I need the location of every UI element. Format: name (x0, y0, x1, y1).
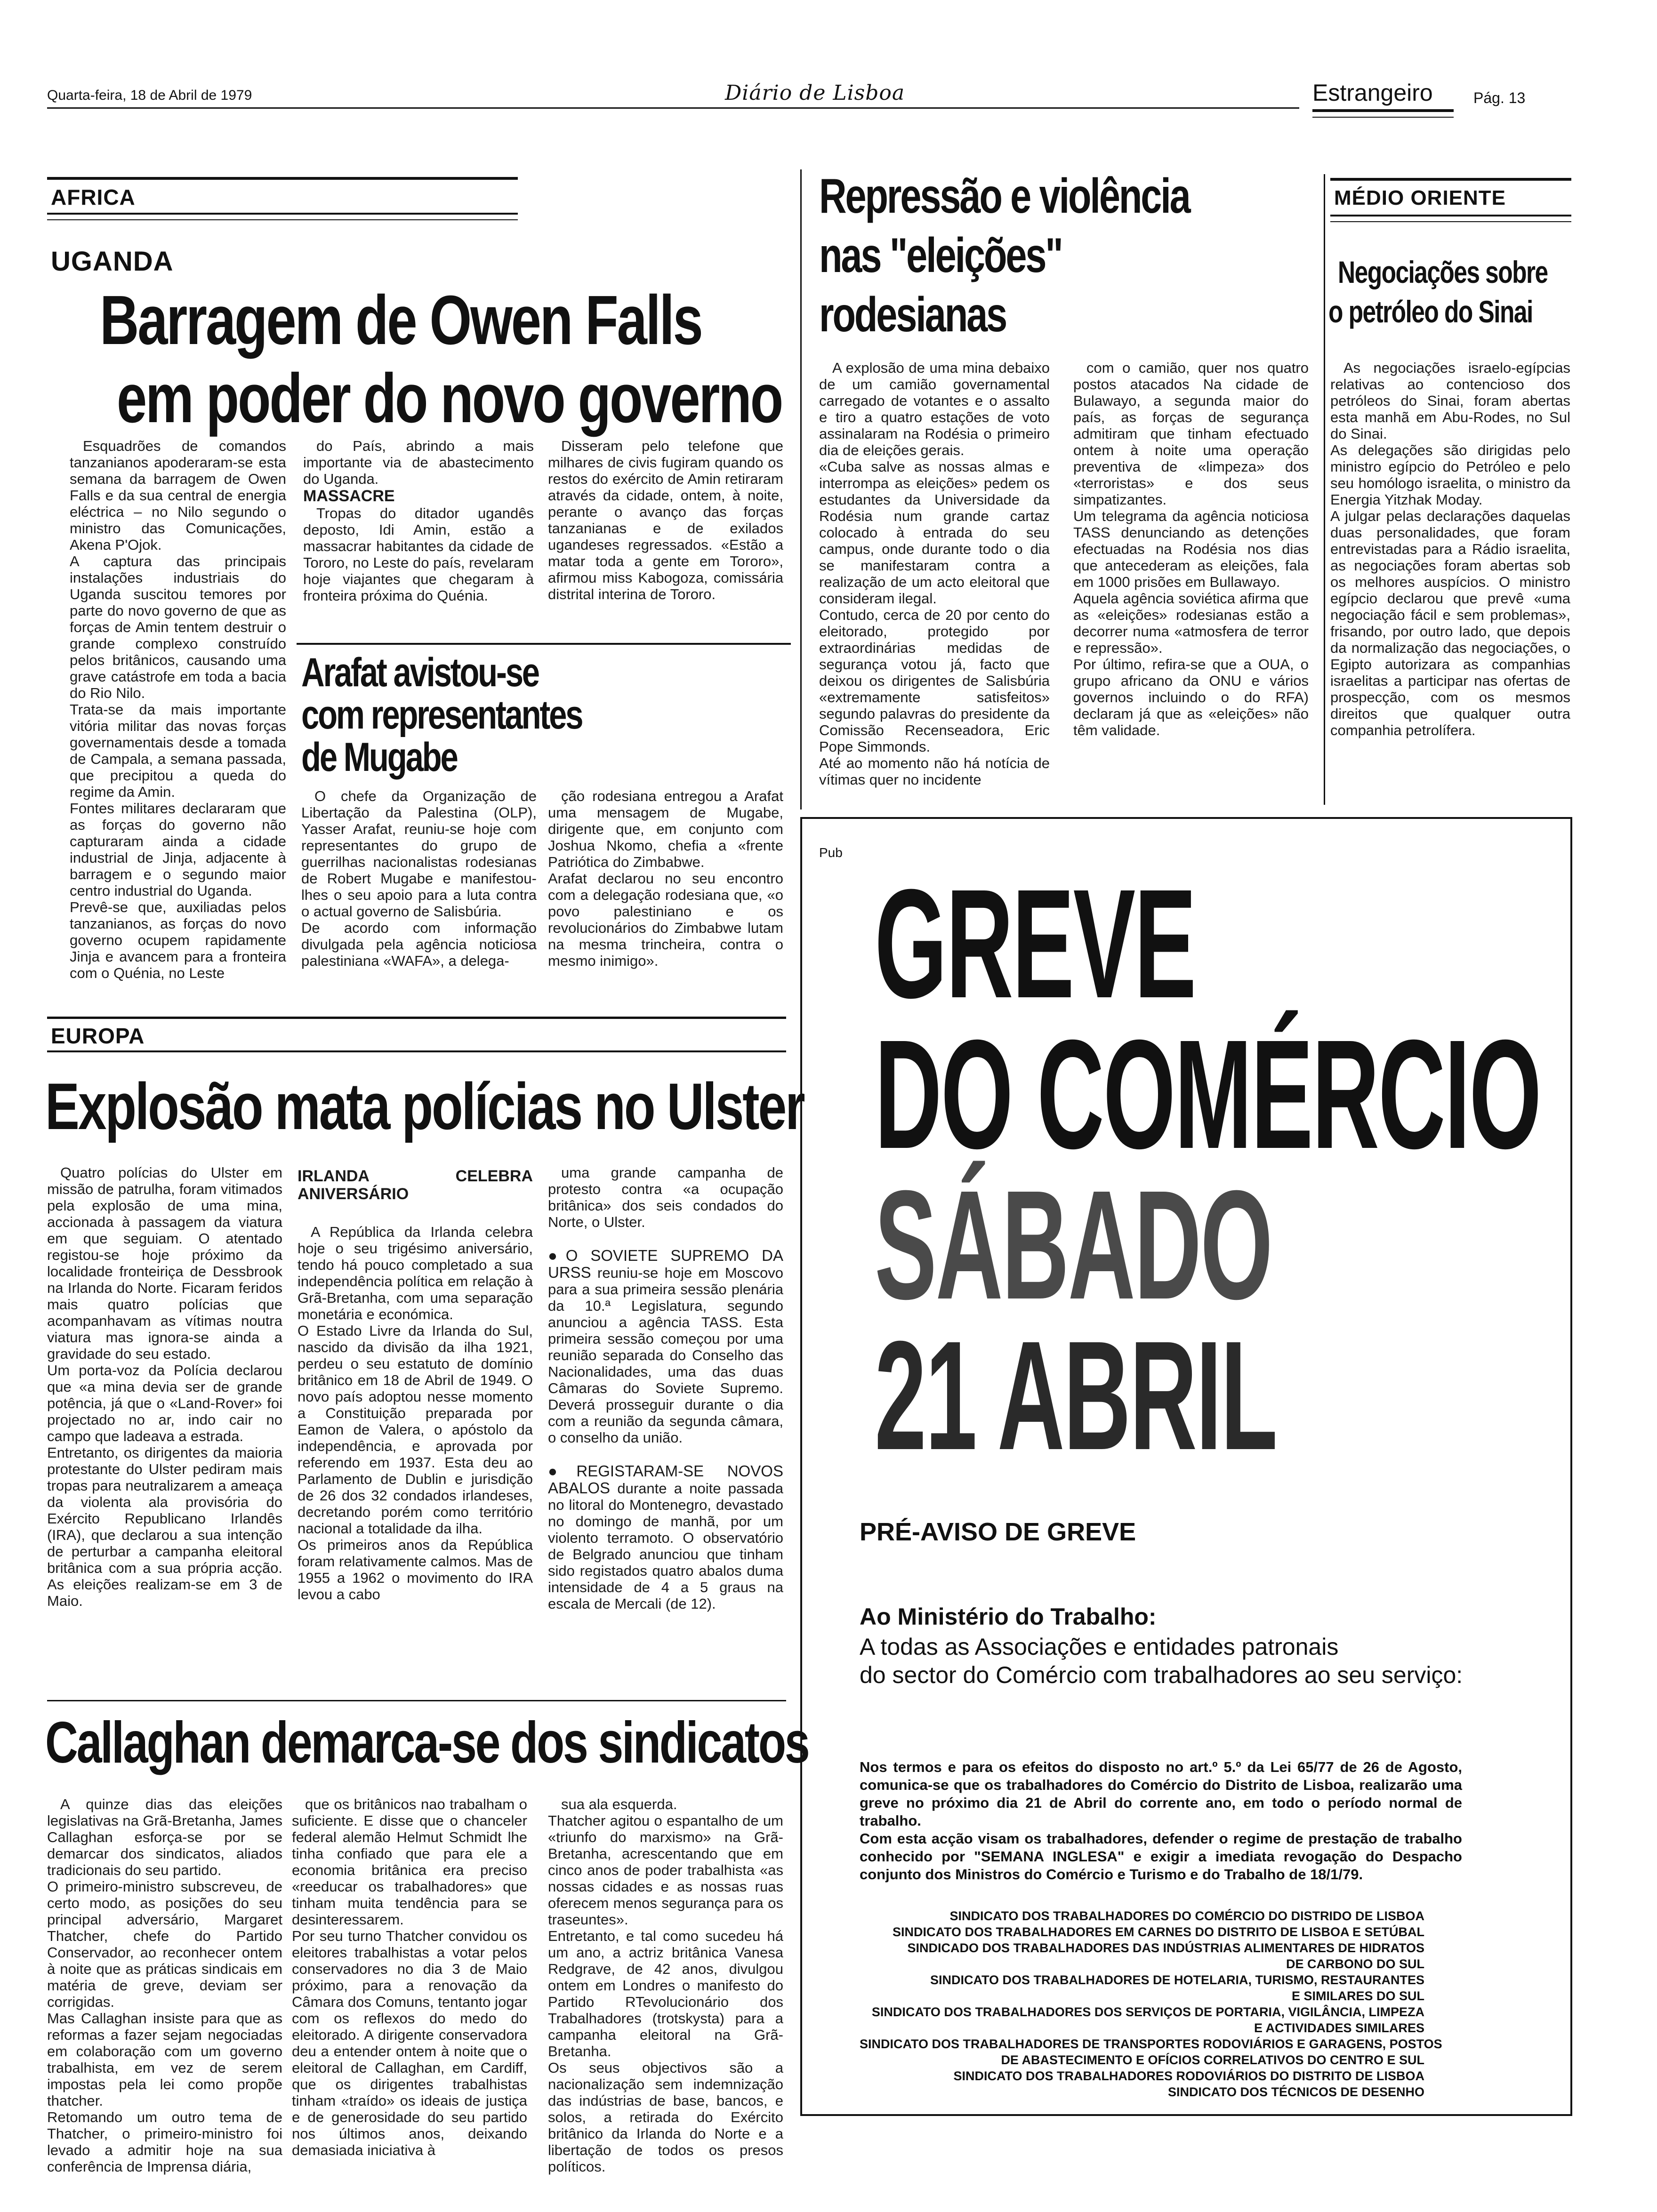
arafat-headline-2: com representantes (301, 692, 582, 737)
callaghan-col1-text: A quinze dias das eleições legislativas na Grã-Bretanha, James Callaghan esforça-se por se demarcar dos sindicatos, aliados tradicionais do seu partido. O primeiro-ministro subscreveu, de certo modo, as posições do seu principal adversário, Margaret Thatcher, chefe do Partido Conservador, ao reconhecer ontem à noite que as práticas sindicais em matéria de greve, deviam ser corrigidas. Mas Callaghan insiste para que as reformas a fazer sejam negociadas em colaboração com um governo trabalhista, em vez de serem impostas pela lei como propõe thatcher. Retomando um outro tema de Thatcher, o primeiro-ministro foi levado a admitir hoje na sua conferência de Imprensa diária, (47, 1796, 282, 2175)
arafat-headline-3: de Mugabe (301, 735, 457, 780)
europa-col3-text-a: uma grande campanha de protesto contra «a ocupação britânica» dos seis condados do Norte, o Ulster. (548, 1164, 783, 1230)
arafat-col2 (548, 788, 783, 969)
rhodesia-headline-2: nas "eleições" (819, 228, 1062, 283)
rhodesia-headline-1: Repressão e violência (819, 169, 1190, 224)
page-date: Quarta-feira, 18 de Abril de 1979 (47, 88, 252, 103)
rhodesia-headline-3: rodesianas (819, 288, 1006, 342)
me-headline-1: Negociações sobre (1338, 255, 1548, 289)
africa-headline-1: Barragem de Owen Falls (100, 281, 702, 359)
arafat-top-rule (297, 643, 791, 645)
me-top-rule (1330, 178, 1571, 181)
me-rule (1330, 215, 1571, 216)
ad-pub-label: Pub (819, 845, 843, 860)
soviet-lead: ● O SOVIETE SUPREMO DA URSS (548, 1247, 783, 1281)
europa-col1 (47, 1164, 282, 1609)
africa-col2-subhead: MASSACRE (303, 487, 395, 505)
callaghan-headline: Callaghan demarca-se dos sindicatos (45, 1710, 809, 1775)
union-line: DE CARBONO DO SUL (1286, 1957, 1424, 1971)
header-rule-right (1312, 109, 1454, 112)
union-line: DE ABASTECIMENTO E OFÍCIOS CORRELATIVOS DO CENTRO E SUL (1001, 2053, 1424, 2067)
africa-rule (47, 213, 518, 215)
ad-title-4: 21 ABRIL (875, 1308, 1277, 1482)
arafat-headline-1: Arafat avistou-se (301, 650, 539, 695)
europa-col1-text: Quatro polícias do Ulster em missão de patrulha, foram vitimados pela explosão de uma mina, accionada à passagem da viatura em que seguiam. O atentado registou-se hoje próximo da localidade fronteiriça de Dessbrook na Irlanda do Norte. Ficaram feridos mais quatro polícias que acompanhavam as vítimas noutra viatura mas ignora-se ainda a gravidade do seu estado. Um porta-voz da Polícia declarou que «a mina devia ser de grande potência, já que o «Land-Rover» foi projectado no ar, indo cair no campo que ladeava a estrada. Entretanto, os dirigentes da maioria protestante do Ulster pediram mais tropas para neutralizarem a ameaça da violenta ala provisória do Exército Republicano Irlandês (IRA), que declarou a sua intenção de perturbar a campanha eleitoral britânica com a sua própria acção. As eleições realizam-se em 3 de Maio. (47, 1164, 282, 1609)
ad-to-3: do sector do Comércio com trabalhadores ao seu serviço: (860, 1662, 1463, 1688)
africa-headline-2: em poder do novo governo (117, 360, 782, 437)
ad-body: Nos termos e para os efeitos do disposto no art.º 5.º da Lei 65/77 de 26 de Agosto, comunica-se que os trabalhadores do Comércio do Distrito de Lisboa, realizarão uma greve no próximo dia 21 de Abril do corrente ano, em todo o período normal de trabalho. Com esta acção visam os trabalhadores, defender o regime de prestação de trabalho conhecido por "SEMANA INGLESA" e exigir a imediata revogação do Despacho conjunto dos Ministros do Comércio e Turismo e do Trabalho de 18/1/79. (860, 1759, 1462, 1883)
europa-col2 (298, 1167, 533, 1603)
arafat-col1-text: O chefe da Organização de Libertação da Palestina (OLP), Yasser Arafat, reuniu-se hoje com representantes do grupo de guerrilhas nacionalistas rodesianas de Robert Mugabe e manifestou-lhes o seu apoio para a luta contra o actual governo de Salisbúria. De acordo com informação divulgada pela agência noticiosa palestiniana «WAFA», a delega- (301, 788, 537, 969)
ad-title-2: DO COMÉRCIO (875, 1007, 1541, 1181)
callaghan-top-rule (47, 1700, 786, 1701)
callaghan-col1 (47, 1796, 282, 2175)
header-rule-right-thin (1312, 117, 1454, 118)
rhodesia-divider (800, 169, 802, 809)
arafat-col1 (301, 788, 537, 969)
europa-top-rule (47, 1017, 786, 1019)
ad-title-1: GREVE (875, 857, 1196, 1030)
africa-col2-text-b: Tropas do ditador ugandês deposto, Idi Amin, estão a massacrar habitantes da cidade de Tororo, no Leste do país, revelaram hoje viajantes que chegaram à fronteira próxima do Quénia. (303, 505, 534, 604)
quakes-lead: ● REGISTARAM-SE NOVOS ABALOS (548, 1462, 783, 1497)
page-number: Pág. 13 (1473, 89, 1526, 106)
quakes-text: durante a noite passada no litoral do Montenegro, devastado no domingo de manhã, por um violento terramoto. O observatório de Belgrado anunciou que tinham sido registados quatro abalos duma intensidade de 4 a 5 graus na escala de Mercali (de 12). (548, 1480, 783, 1612)
union-line: SINDICATO DOS TÉCNICOS DE DESENHO (1167, 2085, 1424, 2099)
africa-section-label: AFRICA (51, 185, 136, 209)
ad-to-2: A todas as Associações e entidades patronais (860, 1634, 1339, 1660)
callaghan-col2 (292, 1796, 527, 2158)
me-section-label: MÉDIO ORIENTE (1334, 186, 1506, 209)
europa-col2-subhead: IRLANDA CELEBRA ANIVERSÁRIO (298, 1167, 533, 1203)
ad-title-3: SÁBADO (875, 1158, 1272, 1331)
africa-col3 (548, 438, 783, 602)
arafat-col2-text: ção rodesiana entregou a Arafat uma mensagem de Mugabe, dirigente que, em conjunto com Joshua Nkomo, chefia a «frente Patriótica do Zimbabwe. Arafat declarou no seu encontro com a delegação rodesiana que, «o povo palestiniano e os revolucionários do Zimbabwe lutam na mesma trincheira, contra o mesmo inimigo». (548, 788, 783, 969)
union-line: SINDICATO DOS TRABALHADORES DE HOTELARIA, TURISMO, RESTAURANTES (930, 1973, 1424, 1987)
me-rule-2 (1330, 221, 1571, 222)
europa-col3 (548, 1164, 783, 1612)
rhodesia-col1 (819, 360, 1050, 788)
europa-rule (47, 1050, 786, 1052)
strike-advertisement (800, 817, 1572, 2116)
africa-country: UGANDA (51, 246, 174, 277)
me-body-text: As negociações israelo-egípcias relativas ao contencioso dos petróleos do Sinai, foram abertas esta manhã em Abu-Rodes, no Sul do Sinai. As delegações são dirigidas pelo ministro egípcio do Petróleo e pelo seu homólogo israelita, o ministro da Energia Yitzhak Moday. A julgar pelas declarações daquelas duas personalidades, que foram entrevistadas para a Rádio israelita, as negociações foram abertas sob os melhores auspícios. O ministro egípcio declarou que prevê «uma negociação fácil e sem problemas», frisando, por outro lado, que depois da normalização das negociações, o Egipto autorizara as companhias israelitas a participar nas ofertas de prospecção, com os mesmos direitos que qualquer outra companhia petrolífera. (1330, 360, 1570, 738)
africa-top-rule (47, 177, 518, 180)
union-line: E SIMILARES DO SUL (1291, 1989, 1424, 2003)
callaghan-col3-text: sua ala esquerda. Thatcher agitou o espantalho de um «triunfo do marxismo» na Grã-Bretanha, acrescentando que em cinco anos de poder trabalhista «as nossas cidades e as nossas ruas oferecem menos segurança para os traseuntes». Entretanto, e tal como sucedeu há um ano, a actriz britânica Vanesa Redgrave, de 42 anos, divulgou ontem em Londres o manifesto do Partido RTevolucionário dos Trabalhadores (trotskysta) para a campanha eleitoral na Grã-Bretanha. Os seus objectivos são a nacionalização sem indemnização das indústrias de base, bancos, e solos, a retirada do Exército britânico da Irlanda do Norte e a libertação de todos os presos políticos. (548, 1796, 783, 2175)
africa-col1-text: Esquadrões de comandos tanzanianos apoderaram-se esta semana da barragem de Owen Falls e da sua central de energia eléctrica – no Nilo segundo o ministro das Comunicações, Akena P'Ojok. A captura das principais instalações industriais do Uganda suscitou temores por parte do novo governo de que as forças de Amin tentem destruir o grande complexo construído pelos britânicos, causando uma grave catástrofe em toda a bacia do Rio Nilo. Trata-se da mais importante vitória militar das novas forças governamentais desde a tomada de Campala, a semana passada, que precipitou a queda do regime da Amin. Fontes militares declararam que as forças do governo não capturaram ainda a cidade industrial de Jinja, adjacente à barragem e o segundo maior centro industrial do Uganda. Prevê-se que, auxiliadas pelos tanzanianos, as forças do novo governo ocupem rapidamente Jinja e avancem para a fronteira com o Quénia, no Leste (70, 438, 286, 981)
union-line: SINDICADO DOS TRABALHADORES DAS INDÚSTRIAS ALIMENTARES DE HIDRATOS (907, 1941, 1424, 1955)
callaghan-col3 (548, 1796, 783, 2175)
union-line: SINDICATO DOS TRABALHADORES RODOVIÁRIOS DO DISTRITO DE LISBOA (953, 2069, 1424, 2083)
europa-col3-quakes (548, 1463, 783, 1612)
union-line: SINDICATO DOS TRABALHADORES DO COMÉRCIO DO DISTRIDO DE LISBOA (949, 1909, 1424, 1923)
europa-headline: Explosão mata polícias no Ulster (45, 1069, 804, 1143)
me-body (1330, 360, 1570, 738)
masthead: Diário de Lisboa (725, 81, 905, 105)
ad-unions (860, 1908, 1442, 2100)
union-line: SINDICATO DOS TRABALHADORES DOS SERVIÇOS DE PORTARIA, VIGILÂNCIA, LIMPEZA (871, 2005, 1424, 2019)
europa-col3-soviet (548, 1247, 783, 1446)
ad-to-1: Ao Ministério do Trabalho: (860, 1603, 1157, 1630)
rhodesia-col1-text: A explosão de uma mina debaixo de um camião governamental carregado de votantes e o assalto e tiro a quatro estações de voto assinalaram na Rodésia o primeiro dia de eleições gerais. «Cuba salve as nossas almas e interrompa as eleições» pedem os estudantes da Universidade da Rodésia num grande cartaz colocado à entrada do seu campus, onde durante todo o dia se manifestaram contra a realização de um acto eleitoral que consideram ilegal. Contudo, cerca de 20 por cento do eleitorado, protegido por extraordinárias medidas de segurança votou já, facto que deixou os dirigentes de Salisbúria «extremamente satisfeitos» segundo palavras do presidente da Comissão Recenseadora, Eric Pope Simmonds. Até ao momento não há notícia de vítimas quer no incidente (819, 360, 1050, 788)
union-line: E ACTIVIDADES SIMILARES (1254, 2021, 1424, 2035)
africa-col1 (70, 438, 286, 981)
africa-rule-2 (47, 219, 518, 220)
europa-section-label: EUROPA (51, 1024, 145, 1048)
union-line: SINDICATO DOS TRABALHADORES EM CARNES DO DISTRITO DE LISBOA E SETÚBAL (892, 1925, 1424, 1939)
europa-col2-text: A República da Irlanda celebra hoje o seu trigésimo aniversário, tendo há pouco completado a sua independência política em relação à Grã-Bretanha, com uma separação monetária e económica. O Estado Livre da Irlanda do Sul, nascido da divisão da ilha 1921, perdeu o seu estatuto de domínio britânico em 18 de Abril de 1949. O novo país adoptou nesse momento a Constituição preparada por Eamon de Valera, o apóstolo da independência, e aprovada por referendo em 1937. Esta deu ao Parlamento de Dublin e jurisdição de 26 dos 32 condados irlandeses, decretando porém como território nacional a totalidade da ilha. Os primeiros anos da República foram relativamente calmos. Mas de 1955 a 1962 o movimento do IRA levou a cabo (298, 1224, 533, 1603)
africa-col3-text: Disseram pelo telefone que milhares de civis fugiram quando os restos do exército de Amin retiraram através da cidade, ontem, à noite, perante o avanço das forças tanzanianas e de exilados ugandeses regressados. «Estão a matar toda a gente em Tororo», afirmou miss Kabogoza, comissária distrital interina de Tororo. (548, 438, 783, 602)
soviet-text: reuniu-se hoje em Moscovo para a sua primeira sessão plenária da 10.ª Legislatura, segundo anunciou a agência TASS. Esta primeira sessão começou por uma reunião separada do Conselho das Nacionalidades, uma das duas Câmaras do Soviete Supremo. Deverá prosseguir durante o dia com a reunião da segunda câmara, o conselho da união. (548, 1265, 783, 1446)
callaghan-col2-text: que os britânicos nao trabalham o suficiente. E disse que o chanceler federal alemão Helmut Schmidt lhe tinha confiado que para ele a economia britânica era preciso «reeducar os trabalhadores» que tinham muita tendência para se desinteressarem. Por seu turno Thatcher convidou os eleitores trabalhistas a votar pelos conservadores no dia 3 de Maio próximo, para a renovação da Câmara dos Comuns, tentanto jogar com os reflexos do medo do eleitorado. A dirigente conservadora deu a entender ontem à noite que o eleitoral de Callaghan, em Cardiff, que os dirigentes trabalhistas tinham «traído» os ideais de justiça e de generosidade do seu partido nos últimos anos, deixando demasiada iniciativa à (292, 1796, 527, 2158)
africa-col2 (303, 438, 534, 604)
header-rule (47, 107, 1299, 109)
rhodesia-col2 (1073, 360, 1309, 738)
africa-col2-text-a: do País, abrindo a mais importante via de abastecimento do Uganda. (303, 438, 534, 487)
union-line: SINDICATO DOS TRABALHADORES DE TRANSPORTES RODOVIÁRIOS E GARAGENS, POSTOS (860, 2037, 1442, 2051)
ad-notice-title: PRÉ-AVISO DE GREVE (860, 1518, 1136, 1546)
section-name: Estrangeiro (1312, 80, 1433, 106)
me-divider (1324, 174, 1325, 805)
me-headline-2: o petróleo do Sinai (1328, 294, 1533, 329)
rhodesia-col2-text: com o camião, quer nos quatro postos atacados Na cidade de Bulawayo, a segunda maior do país, as forças de segurança admitiram que tinham efectuado ontem à noite uma operação preventiva de «limpeza» dos «terroristas» e dos seus simpatizantes. Um telegrama da agência noticiosa TASS denunciando as detenções efectuadas na Rodésia nos dias que antecederam as eleições, fala em 1000 prisões em Bullawayo. Aquela agência soviética afirma que as «eleições» rodesianas estão a decorrer numa «atmosfera de terror e repressão». Por último, refira-se que a OUA, o grupo africano da ONU e vários governos incluindo o do RFA) declaram já que as «eleições» não têm validade. (1073, 360, 1309, 738)
